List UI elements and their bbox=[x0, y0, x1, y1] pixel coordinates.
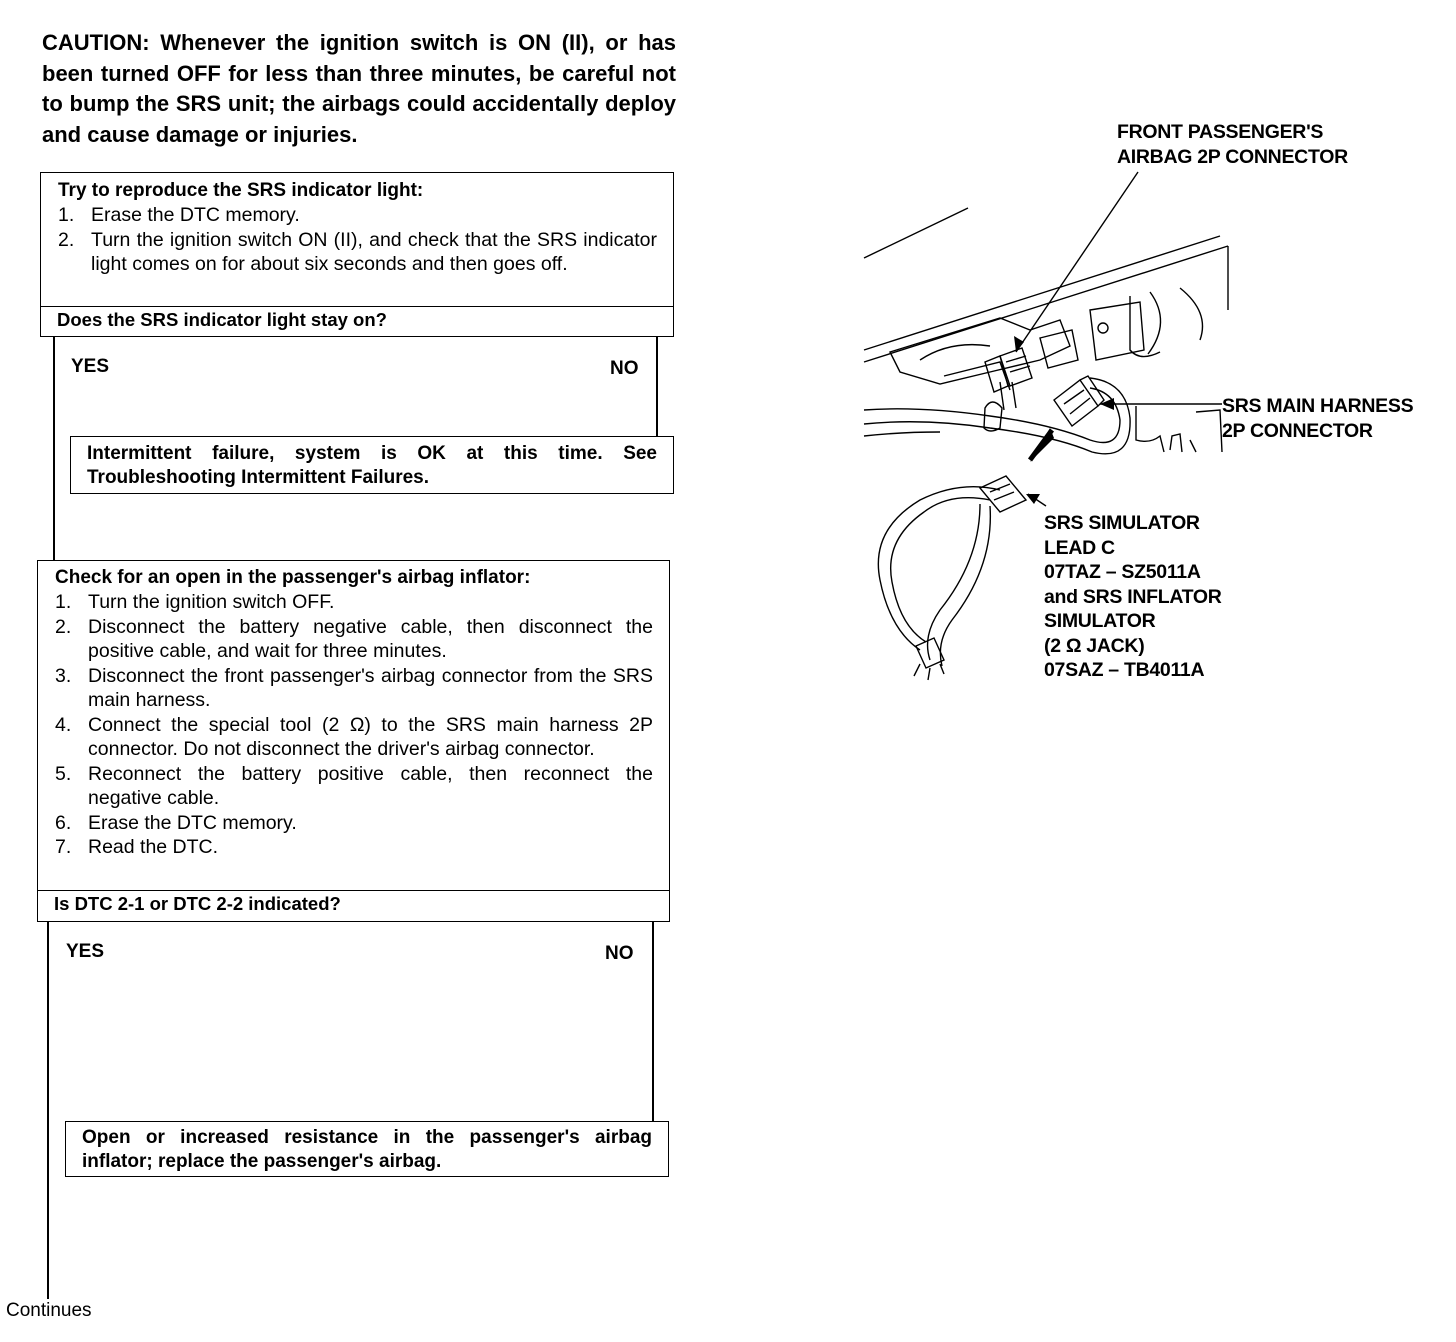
step1-question: Does the SRS indicator light stay on? bbox=[40, 306, 674, 337]
step2-item: 4. Connect the special tool (2 Ω) to the SRS main harness 2P connector. Do not disconnect the driver's airbag connector. bbox=[55, 713, 653, 760]
step1-no-result: Intermittent failure, system is OK at this time. See Troubleshooting Intermittent Failures. bbox=[70, 436, 674, 494]
step2-yes-label: YES bbox=[66, 941, 105, 962]
step2-item: 3. Disconnect the front passenger's airbag connector from the SRS main harness. bbox=[55, 664, 653, 711]
label-srs-main-harness: SRS MAIN HARNESS 2P CONNECTOR bbox=[1222, 395, 1414, 442]
step1-item: 2. Turn the ignition switch ON (II), and check that the SRS indicator light comes on for about six seconds and then goes off. bbox=[58, 228, 657, 275]
label-front-passenger-connector: FRONT PASSENGER'S AIRBAG 2P CONNECTOR bbox=[1117, 121, 1348, 168]
step2-title: Check for an open in the passenger's airbag inflator: bbox=[55, 567, 531, 588]
step2-item: 7. Read the DTC. bbox=[55, 836, 219, 858]
step1-no-label: NO bbox=[610, 358, 639, 379]
step2-item: 6. Erase the DTC memory. bbox=[55, 811, 297, 834]
label-srs-simulator: SRS SIMULATOR LEAD C 07TAZ – SZ5011A and SRS INFLATOR SIMULATOR (2 Ω JACK) 07SAZ – TB4011A bbox=[1044, 512, 1222, 681]
step2-item: 1. Turn the ignition switch OFF. bbox=[55, 591, 335, 613]
step2-no-label: NO bbox=[605, 943, 634, 964]
step2-no-result: Open or increased resistance in the passenger's airbag inflator; replace the passenger's airbag. bbox=[65, 1121, 669, 1177]
continues-label: Continues bbox=[6, 1300, 92, 1321]
step2-item: 2. Disconnect the battery negative cable, then disconnect the positive cable, and wait for three minutes. bbox=[55, 615, 653, 662]
step1-yes-label: YES bbox=[71, 356, 110, 377]
step2-question: Is DTC 2-1 or DTC 2-2 indicated? bbox=[37, 890, 670, 922]
step1-title: Try to reproduce the SRS indicator light: bbox=[58, 180, 424, 201]
step2-item: 5. Reconnect the battery positive cable, then reconnect the negative cable. bbox=[55, 762, 653, 809]
caution-text: CAUTION: Whenever the ignition switch is ON (II), or has been turned OFF for less than three minutes, be careful not to bump the SRS unit; the airbags could accidentally deploy and cause damage or injuries. bbox=[42, 30, 676, 147]
step1-item: 1. Erase the DTC memory. bbox=[58, 204, 300, 226]
